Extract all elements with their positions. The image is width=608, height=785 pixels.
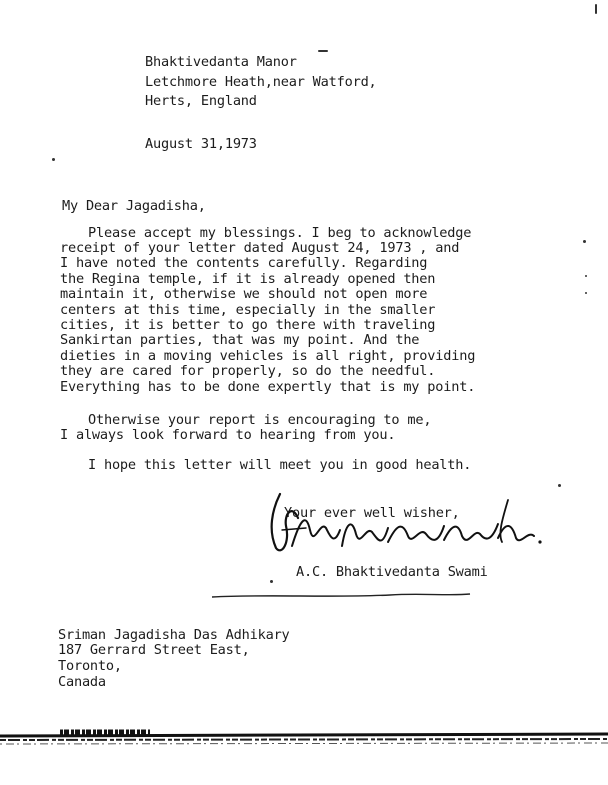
body-line: maintain it, otherwise we should not open more bbox=[60, 286, 428, 302]
scan-speck bbox=[585, 275, 587, 277]
body-line: receipt of your letter dated August 24, 1973 , and bbox=[60, 240, 460, 256]
scan-speck bbox=[595, 4, 597, 14]
sender-address-line: Bhaktivedanta Manor bbox=[145, 54, 297, 70]
body-paragraph-3: I hope this letter will meet you in good health. bbox=[88, 457, 472, 473]
scan-speck bbox=[270, 580, 273, 583]
scan-speck bbox=[583, 240, 586, 243]
sender-address-line: Letchmore Heath,near Watford, bbox=[145, 74, 377, 90]
body-line: Please accept my blessings. I beg to acknowledge bbox=[88, 225, 472, 241]
body-line: centers at this time, especially in the smaller bbox=[60, 302, 436, 318]
recipient-address-line: Canada bbox=[58, 674, 106, 690]
closing: Your ever well wisher, bbox=[284, 505, 460, 521]
signature-underline bbox=[210, 588, 472, 602]
scan-edge-band bbox=[0, 722, 608, 752]
recipient-address-line: Sriman Jagadisha Das Adhikary bbox=[58, 627, 290, 643]
body-line: the Regina temple, if it is already opened then bbox=[60, 271, 436, 287]
body-line: I have noted the contents carefully. Regarding bbox=[60, 255, 428, 271]
body-line: they are cared for properly, so do the needful. bbox=[60, 363, 436, 379]
body-line: Otherwise your report is encouraging to me, bbox=[88, 412, 432, 428]
body-line: Everything has to be done expertly that is my point. bbox=[60, 379, 476, 395]
body-line: cities, it is better to go there with traveling bbox=[60, 317, 436, 333]
handwritten-signature bbox=[262, 490, 552, 562]
recipient-address-line: 187 Gerrard Street East, bbox=[58, 642, 250, 658]
body-line: dieties in a moving vehicles is all right, providing bbox=[60, 348, 476, 364]
scan-speck bbox=[558, 484, 561, 487]
letter-date: August 31,1973 bbox=[145, 136, 257, 152]
scan-speck bbox=[585, 292, 587, 294]
sender-address-line: Herts, England bbox=[145, 93, 257, 109]
signature-name: A.C. Bhaktivedanta Swami bbox=[296, 564, 488, 580]
scan-speck bbox=[318, 50, 328, 52]
recipient-address-line: Toronto, bbox=[58, 658, 122, 674]
body-line: Sankirtan parties, that was my point. And the bbox=[60, 332, 420, 348]
body-line: I always look forward to hearing from you. bbox=[60, 427, 396, 443]
salutation: My Dear Jagadisha, bbox=[62, 198, 206, 214]
scan-speck bbox=[52, 158, 55, 161]
